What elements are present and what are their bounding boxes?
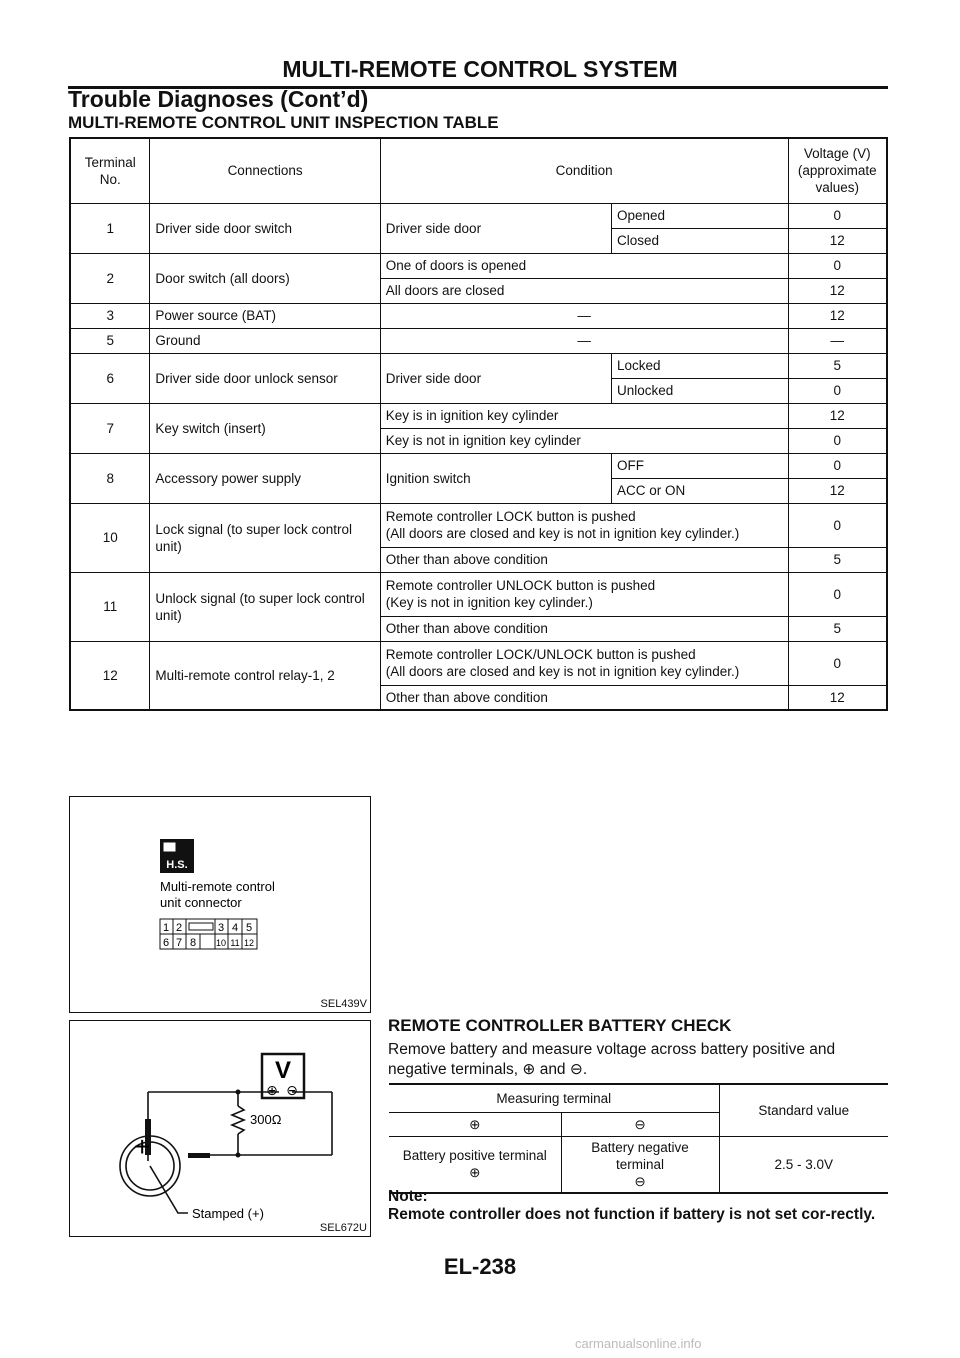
meter-minus-icon: ⊖ (286, 1083, 298, 1099)
pin-label: 1 (162, 922, 170, 934)
table-row (70, 203, 887, 228)
header-standard-value: Standard value (719, 1084, 888, 1136)
connection-cell: Key switch (insert) (150, 403, 380, 453)
pin-label: 11 (230, 938, 240, 948)
instruction-line: negative terminals, ⊕ and ⊖. (388, 1061, 588, 1078)
terminal-cell: 8 (70, 453, 150, 503)
connection-cell: Lock signal (to super lock control unit) (150, 503, 380, 572)
voltage-cell: — (788, 328, 887, 353)
pin-label: 7 (175, 937, 183, 949)
pin-label: 6 (162, 937, 170, 949)
meter-plus-icon: ⊕ (266, 1083, 278, 1099)
inspection-table-title: MULTI-REMOTE CONTROL UNIT INSPECTION TABLE (68, 113, 499, 132)
connection-cell: Accessory power supply (150, 453, 380, 503)
connector-diagram (70, 797, 370, 1012)
minus-terminal-icon: ⊖ (561, 1112, 719, 1136)
voltage-cell: 5 (788, 616, 887, 641)
terminal-cell: 5 (70, 328, 150, 353)
battery-note (388, 1188, 888, 1224)
condition-cell: ACC or ON (612, 478, 789, 503)
condition-group-cell: Ignition switch (380, 453, 611, 503)
inspection-table (69, 137, 888, 711)
pin-label: 12 (243, 938, 255, 948)
connector-label-line1: Multi-remote control (160, 879, 275, 894)
badge-label: H.S. (166, 859, 188, 871)
plus-terminal-icon: ⊕ (469, 1165, 481, 1180)
pin-label: 5 (245, 922, 253, 934)
terminal-cell: 10 (70, 503, 150, 572)
voltage-cell: 0 (788, 203, 887, 228)
junction-dot (236, 1090, 241, 1095)
pin-label: 4 (231, 922, 239, 934)
condition-cell: Other than above condition (380, 685, 788, 710)
stamped-label: Stamped (+) (192, 1206, 264, 1221)
standard-value-cell: 2.5 - 3.0V (719, 1136, 888, 1193)
connector-figure (69, 796, 371, 1013)
condition-cell: Key is in ignition key cylinder (380, 403, 788, 428)
voltage-cell: 5 (788, 353, 887, 378)
negative-terminal-label: Battery negative terminal (591, 1139, 689, 1172)
connection-cell: Door switch (all doors) (150, 253, 380, 303)
table-row (70, 328, 887, 353)
voltage-cell: 0 (788, 503, 887, 547)
voltage-cell: 0 (788, 641, 887, 685)
condition-line: Remote controller LOCK button is pushed (385, 509, 636, 524)
condition-cell: Other than above condition (380, 547, 788, 572)
header-measuring-terminal: Measuring terminal (389, 1084, 719, 1112)
battery-circuit-diagram (70, 1021, 370, 1236)
battery-check-instruction (388, 1040, 888, 1080)
table-row (70, 503, 887, 547)
header-condition: Condition (380, 138, 788, 203)
voltage-cell: 0 (788, 378, 887, 403)
condition-group-cell: Driver side door (380, 203, 611, 253)
resistor-label: 300Ω (250, 1112, 282, 1127)
table-row (70, 353, 887, 378)
pin-label: 10 (215, 938, 227, 948)
plus-terminal-icon: ⊕ (389, 1112, 561, 1136)
table-row (70, 572, 887, 616)
battery-check-title: REMOTE CONTROLLER BATTERY CHECK (388, 1016, 732, 1035)
terminal-cell: 12 (70, 641, 150, 710)
condition-cell: OFF (612, 453, 789, 478)
terminal-cell: 6 (70, 353, 150, 403)
condition-cell: — (380, 303, 788, 328)
connector-pin-grid (160, 919, 257, 949)
condition-cell: Key is not in ignition key cylinder (380, 428, 788, 453)
terminal-cell: 1 (70, 203, 150, 253)
voltage-cell: 0 (788, 572, 887, 616)
connection-cell: Power source (BAT) (150, 303, 380, 328)
connection-cell: Multi-remote control relay-1, 2 (150, 641, 380, 710)
table-row (70, 453, 887, 478)
note-label: Note: (388, 1188, 428, 1205)
voltmeter-label: V (274, 1057, 292, 1084)
header-voltage: Voltage (V) (approximate values) (788, 138, 887, 203)
connection-cell: Unlock signal (to super lock control unit) (150, 572, 380, 641)
table-header-row (389, 1084, 888, 1112)
positive-terminal-label: Battery positive terminal (402, 1148, 547, 1163)
voltage-cell: 12 (788, 478, 887, 503)
table-row (70, 641, 887, 685)
condition-cell (380, 572, 788, 616)
terminal-cell: 7 (70, 403, 150, 453)
voltage-cell: 12 (788, 403, 887, 428)
figure-code: SEL672U (319, 1222, 367, 1234)
condition-group-cell: Driver side door (380, 353, 611, 403)
voltage-cell: 0 (788, 253, 887, 278)
page-subtitle: Trouble Diagnoses (Cont’d) (68, 86, 369, 112)
condition-line: Remote controller LOCK/UNLOCK button is pushed (385, 647, 696, 662)
condition-cell: Opened (612, 203, 789, 228)
table-row (70, 253, 887, 278)
junction-dot (236, 1153, 241, 1158)
voltage-cell: 12 (788, 685, 887, 710)
terminal-cell: 2 (70, 253, 150, 303)
condition-cell: All doors are closed (380, 278, 788, 303)
terminal-cell: 11 (70, 572, 150, 641)
connector-label-line2: unit connector (160, 895, 242, 910)
book-icon (163, 842, 176, 852)
minus-terminal-icon: ⊖ (634, 1173, 646, 1189)
condition-cell: Unlocked (612, 378, 789, 403)
table-row (389, 1136, 888, 1193)
voltage-cell: 0 (788, 428, 887, 453)
connector-pin-labels (163, 922, 254, 949)
circuit-wires (120, 1054, 332, 1213)
battery-measurement-figure (69, 1020, 371, 1237)
voltage-cell: 0 (788, 453, 887, 478)
instruction-line: Remove battery and measure voltage across battery positive and (388, 1041, 836, 1058)
condition-cell: Closed (612, 228, 789, 253)
condition-cell: One of doors is opened (380, 253, 788, 278)
connection-cell: Driver side door switch (150, 203, 380, 253)
condition-line: (All doors are closed and key is not in ignition key cylinder.) (385, 664, 740, 679)
page-number: EL-238 (443, 1254, 517, 1279)
pin-label: 2 (175, 922, 183, 934)
probe-negative (188, 1153, 210, 1158)
condition-cell: Other than above condition (380, 616, 788, 641)
condition-cell (380, 503, 788, 547)
table-row (70, 303, 887, 328)
note-text: Remote controller does not function if battery is not set cor-rectly. (388, 1206, 876, 1223)
condition-cell (380, 641, 788, 685)
header-connections: Connections (150, 138, 380, 203)
header-terminal: Terminal No. (70, 138, 150, 203)
system-title: MULTI-REMOTE CONTROL SYSTEM (282, 56, 678, 82)
connection-cell: Ground (150, 328, 380, 353)
voltage-cell: 12 (788, 228, 887, 253)
figure-code: SEL439V (320, 998, 367, 1010)
voltage-cell: 5 (788, 547, 887, 572)
condition-cell: — (380, 328, 788, 353)
connection-cell: Driver side door unlock sensor (150, 353, 380, 403)
watermark: carmanualsonline.info (575, 1336, 702, 1351)
condition-line: (All doors are closed and key is not in ignition key cylinder.) (385, 526, 740, 541)
terminal-cell: 3 (70, 303, 150, 328)
voltage-cell: 12 (788, 303, 887, 328)
battery-plus-sign: + (134, 1131, 151, 1162)
condition-cell: Locked (612, 353, 789, 378)
condition-line: Remote controller UNLOCK button is pushed (385, 578, 656, 593)
table-header-row (70, 138, 887, 203)
pin-label: 8 (189, 937, 197, 949)
voltage-cell: 12 (788, 278, 887, 303)
pin-label: 3 (217, 922, 225, 934)
battery-check-table (389, 1083, 888, 1194)
negative-terminal-cell (561, 1136, 719, 1193)
positive-terminal-cell (389, 1136, 561, 1193)
condition-line: (Key is not in ignition key cylinder.) (385, 595, 593, 610)
table-row (70, 403, 887, 428)
